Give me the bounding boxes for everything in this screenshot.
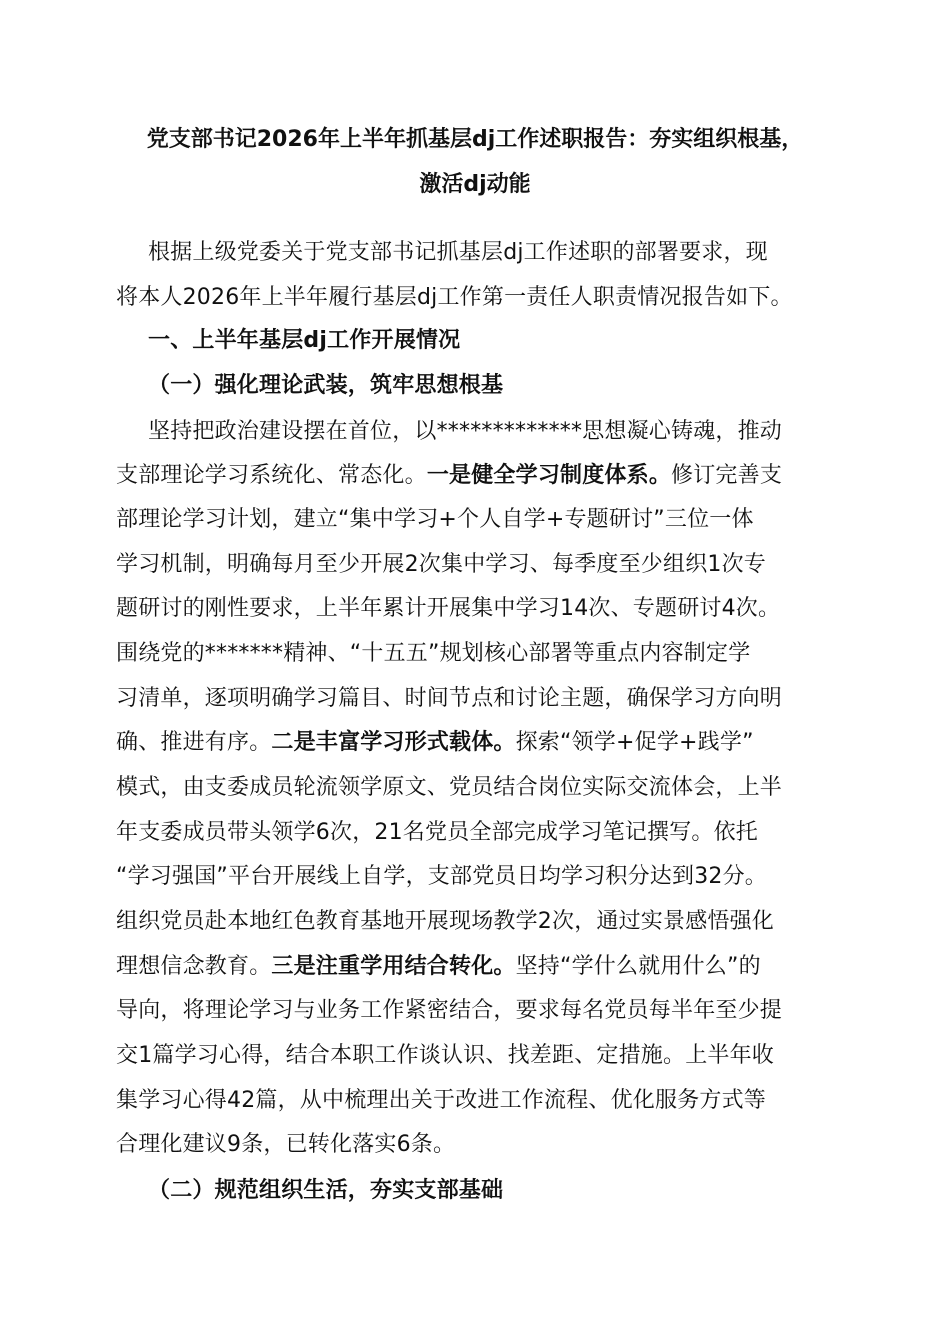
paragraph-line	[116, 952, 761, 982]
paragraph-line: 集学习心得42篇，从中梳理出关于改进工作流程、优化服务方式等	[116, 1088, 766, 1113]
paragraph-bold-lead: 二是丰富学习形式载体。	[271, 730, 516, 755]
paragraph-line: 部理论学习计划，建立“集中学习+个人自学+专题研讨”三位一体	[116, 507, 754, 532]
paragraph-bold-lead: 一是健全学习制度体系。	[426, 463, 672, 488]
paragraph-line: 交1篇学习心得，结合本职工作谈认识、找差距、定措施。上半年收	[116, 1043, 774, 1068]
paragraph-line: 坚持把政治建设摆在首位，以*************思想凝心铸魂，推动	[148, 419, 783, 444]
paragraph-line: 导向，将理论学习与业务工作紧密结合，要求每名党员每半年至少提	[116, 998, 783, 1023]
intro-line: 将本人2026年上半年履行基层dj工作第一责任人职责情况报告如下。	[116, 285, 793, 310]
paragraph-bold-lead: 三是注重学用结合转化。	[271, 954, 516, 979]
paragraph-line: 习清单，逐项明确学习篇目、时间节点和讨论主题，确保学习方向明	[116, 686, 783, 711]
paragraph-line: 合理化建议9条，已转化落实6条。	[116, 1132, 456, 1157]
paragraph-line: 题研讨的刚性要求，上半年累计开展集中学习14次、专题研讨4次。	[116, 596, 781, 621]
paragraph-line: “学习强国”平台开展线上自学，支部党员日均学习积分达到32分。	[116, 864, 767, 889]
document-title-line-1: 党支部书记2026年上半年抓基层dj工作述职报告：夯实组织根基，	[146, 127, 804, 152]
paragraph-line: 年支委成员带头领学6次，21名党员全部完成学习笔记撰写。依托	[116, 820, 758, 845]
paragraph-line: 学习机制，明确每月至少开展2次集中学习、每季度至少组织1次专	[116, 552, 766, 577]
paragraph-line: 模式，由支委成员轮流领学原文、党员结合岗位实际交流体会，上半	[116, 775, 783, 800]
paragraph-text: 探索“领学+促学+践学”	[515, 730, 754, 755]
paragraph-line: 围绕党的*******精神、“十五五”规划核心部署等重点内容制定学	[116, 641, 751, 666]
paragraph-text: 坚持“学什么就用什么”的	[515, 954, 761, 979]
paragraph-line	[116, 461, 782, 491]
paragraph-text: 修订完善支	[671, 463, 783, 488]
document-title-line-2: 激活dj动能	[419, 172, 531, 197]
subsection-heading-1: （一）强化理论武装，筑牢思想根基	[148, 373, 504, 398]
subsection-heading-2: （二）规范组织生活，夯实支部基础	[148, 1178, 504, 1203]
section-heading-1: 一、上半年基层dj工作开展情况	[148, 328, 461, 353]
intro-line: 根据上级党委关于党支部书记抓基层dj工作述职的部署要求，现	[148, 240, 768, 265]
paragraph-line: 组织党员赴本地红色教育基地开展现场教学2次，通过实景感悟强化	[116, 909, 774, 934]
paragraph-text: 理想信念教育。	[116, 954, 272, 979]
paragraph-text: 支部理论学习系统化、常态化。	[116, 463, 427, 488]
paragraph-line	[116, 728, 754, 758]
paragraph-text: 确、推进有序。	[116, 730, 272, 755]
